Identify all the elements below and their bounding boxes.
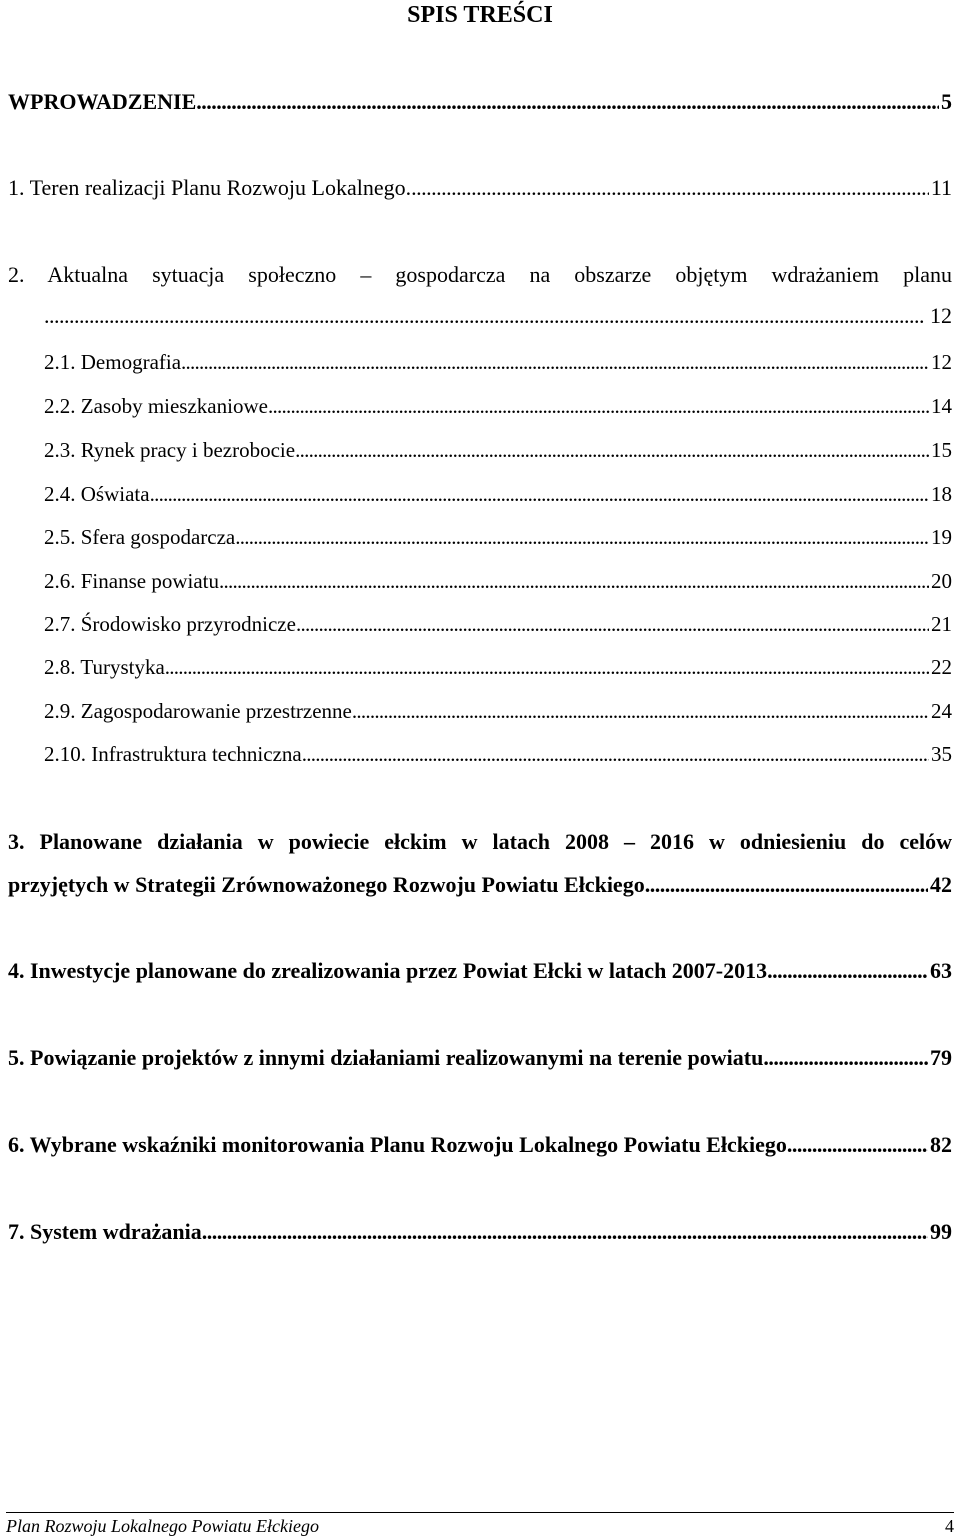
toc-entry-4[interactable]	[8, 957, 952, 985]
toc-page-number: 12	[931, 350, 952, 374]
footer-document-title: Plan Rozwoju Lokalnego Powiatu Ełckiego	[6, 1516, 319, 1536]
toc-label: 2.7. Środowisko przyrodnicze	[44, 612, 296, 636]
dot-leader	[302, 740, 929, 768]
toc-label-line1: 3. Planowane działania w powiecie ełckim w latach 2008 – 2016 w odniesieniu do celów	[8, 829, 952, 854]
toc-page-number: 82	[930, 1132, 952, 1157]
dot-leader	[787, 1131, 928, 1159]
toc-label: 2.5. Sfera gospodarcza	[44, 525, 236, 549]
toc-entry-2-5[interactable]	[44, 523, 952, 551]
toc-label: 2.6. Finanse powiatu	[44, 569, 219, 593]
toc-page-number: 79	[930, 1045, 952, 1070]
toc-label: 2.9. Zagospodarowanie przestrzenne	[44, 699, 352, 723]
dot-leader	[202, 1218, 928, 1246]
toc-page-number: 5	[941, 89, 952, 114]
footer-page-number: 4	[945, 1516, 954, 1536]
toc-page-number: 11	[930, 175, 952, 200]
toc-page-number: 18	[931, 482, 952, 506]
toc-page-number: 42	[930, 872, 952, 897]
dot-leader	[235, 523, 929, 551]
toc-page-number: 21	[931, 612, 952, 636]
toc-entry-2[interactable]	[8, 261, 952, 330]
toc-label: 2.2. Zasoby mieszkaniowe	[44, 394, 268, 418]
dot-leader	[196, 88, 939, 116]
toc-entry-3[interactable]	[8, 828, 952, 899]
toc-entry-2-6[interactable]	[44, 567, 952, 595]
toc-page-number: 19	[931, 525, 952, 549]
dot-leader	[219, 567, 929, 595]
toc-entry-2-8[interactable]	[44, 653, 952, 681]
dot-leader	[295, 436, 929, 464]
toc-label: 2.3. Rynek pracy i bezrobocie	[44, 438, 296, 462]
toc-page-number: 12	[930, 303, 952, 328]
toc-entry-2-7[interactable]	[44, 610, 952, 638]
toc-label: przyjętych w Strategii Zrównoważonego Rozwoju Powiatu Ełckiego	[8, 872, 645, 897]
dot-leader	[645, 871, 928, 899]
dot-leader	[296, 610, 929, 638]
toc-label-line1: 2. Aktualna sytuacja społeczno – gospodarcza na obszarze objętym wdrażaniem planu	[8, 262, 952, 287]
toc-entry-5[interactable]	[8, 1044, 952, 1072]
toc-entry-2-2[interactable]	[44, 392, 952, 420]
toc-page-number: 22	[931, 655, 952, 679]
dot-leader	[352, 697, 929, 725]
dot-leader	[165, 653, 929, 681]
toc-label: 6. Wybrane wskaźniki monitorowania Planu Rozwoju Lokalnego Powiatu Ełckiego	[8, 1132, 787, 1157]
toc-label: 2.10. Infrastruktura techniczna	[44, 742, 302, 766]
toc-label: 4. Inwestycje planowane do zrealizowania przez Powiat Ełcki w latach 2007-2013	[8, 958, 768, 983]
toc-entry-introduction[interactable]	[8, 88, 952, 116]
toc-label: WPROWADZENIE	[8, 89, 197, 114]
toc-page-number: 35	[931, 742, 952, 766]
toc-label: 2.4. Oświata	[44, 482, 150, 506]
page-title: SPIS TREŚCI	[407, 2, 553, 28]
toc-label: 2.8. Turystyka	[44, 655, 165, 679]
toc-label: 1. Teren realizacji Planu Rozwoju Lokalnego.	[8, 175, 412, 200]
toc-page-number: 15	[931, 438, 952, 462]
toc-entry-2-1[interactable]	[44, 348, 952, 376]
toc-page-number: 63	[930, 958, 952, 983]
dot-leader	[150, 480, 929, 508]
dot-leader	[44, 302, 928, 330]
toc-entry-2-10[interactable]	[44, 740, 952, 768]
toc-entry-1[interactable]	[8, 174, 952, 202]
toc-entry-2-4[interactable]	[44, 480, 952, 508]
toc-label: 7. System wdrażania	[8, 1219, 202, 1244]
toc-page-number: 24	[931, 699, 952, 723]
dot-leader	[181, 348, 929, 376]
toc-entry-6[interactable]	[8, 1131, 952, 1159]
toc-entry-2-3[interactable]	[44, 436, 952, 464]
dot-leader	[268, 392, 929, 420]
toc-entry-2-9[interactable]	[44, 697, 952, 725]
toc-page-number: 99	[930, 1219, 952, 1244]
toc-label: 5. Powiązanie projektów z innymi działaniami realizowanymi na terenie powiatu	[8, 1045, 764, 1070]
dot-leader	[767, 957, 928, 985]
dot-leader	[411, 174, 929, 202]
toc-label: 2.1. Demografia	[44, 350, 182, 374]
dot-leader	[763, 1044, 928, 1072]
toc-page-number: 14	[931, 394, 952, 418]
page-footer	[6, 1512, 954, 1537]
toc-page-number: 20	[931, 569, 952, 593]
toc-entry-7[interactable]	[8, 1218, 952, 1246]
